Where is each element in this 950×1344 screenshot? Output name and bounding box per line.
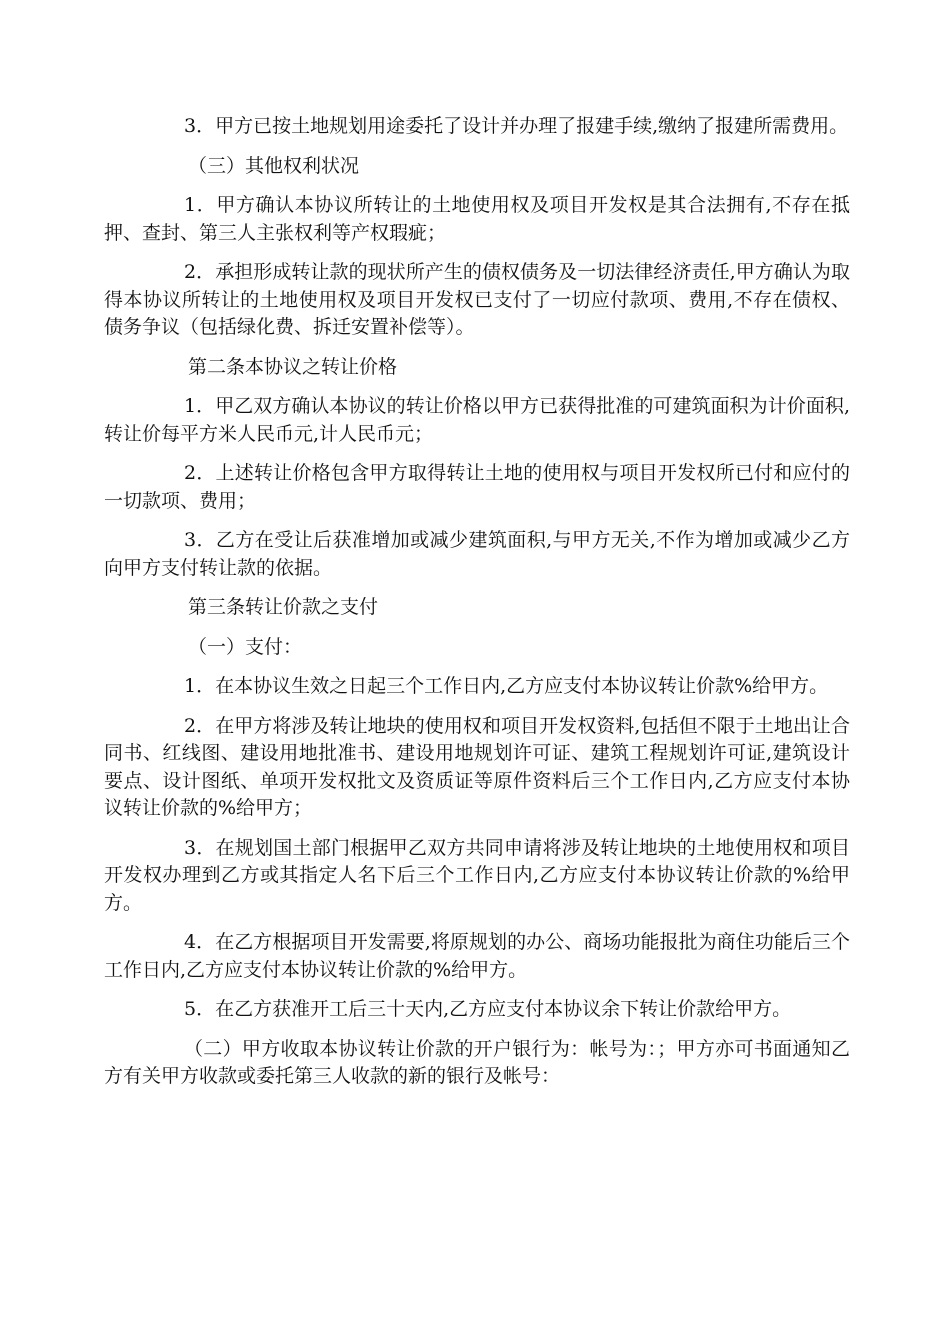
paragraph-9: 3．在规划国土部门根据甲乙双方共同申请将涉及转让地块的土地使用权和项目开发权办理到乙方或其指定人名下后三个工作日内,乙方应支付本协议转让价款的%给甲方。: [104, 836, 850, 914]
paragraph-5: 2．上述转让价格包含甲方取得转让土地的使用权与项目开发权所已付和应付的一切款项、费用；: [104, 462, 850, 512]
section-heading-other-rights: （三）其他权利状况: [188, 154, 360, 177]
paragraph-4: 1．甲乙双方确认本协议的转让价格以甲方已获得批准的可建筑面积为计价面积,转让价每平方米人民币元,计人民币元；: [104, 395, 850, 445]
paragraph-1: 3．甲方已按土地规划用途委托了设计并办理了报建手续,缴纳了报建所需费用。: [184, 115, 849, 137]
paragraph-7: 1．在本协议生效之日起三个工作日内,乙方应支付本协议转让价款%给甲方。: [184, 675, 829, 697]
article-2-heading: 第二条本协议之转让价格: [188, 355, 398, 378]
paragraph-3: 2．承担形成转让款的现状所产生的债权债务及一切法律经济责任,甲方确认为取得本协议所转让的土地使用权及项目开发权已支付了一切应付款项、费用,不存在债权、债务争议（包括绿化费、拆迁安置补偿等）。: [104, 261, 850, 338]
section-heading-payment: （一）支付：: [188, 635, 303, 658]
paragraph-6: 3．乙方在受让后获准增加或减少建筑面积,与甲方无关,不作为增加或减少乙方向甲方支付转让款的依据。: [104, 529, 850, 579]
paragraph-10: 4．在乙方根据项目开发需要,将原规划的办公、商场功能报批为商住功能后三个工作日内,乙方应支付本协议转让价款的%给甲方。: [104, 931, 850, 981]
article-3-heading: 第三条转让价款之支付: [188, 596, 379, 618]
paragraph-11: 5．在乙方获准开工后三十天内,乙方应支付本协议余下转让价款给甲方。: [184, 998, 792, 1020]
paragraph-12: （二）甲方收取本协议转让价款的开户银行为：帐号为：；甲方亦可书面通知乙方有关甲方收款或委托第三人收款的新的银行及帐号：: [104, 1037, 850, 1087]
paragraph-8: 2．在甲方将涉及转让地块的使用权和项目开发权资料,包括但不限于土地出让合同书、红线图、建设用地批准书、建设用地规划许可证、建筑工程规划许可证,建筑设计要点、设计图纸、单项开发权批文及资质证等原件资料后三个工作日内,乙方应支付本协议转让价款的%给甲方；: [104, 714, 850, 819]
paragraph-2: 1．甲方确认本协议所转让的土地使用权及项目开发权是其合法拥有,不存在抵押、查封、第三人主张权利等产权瑕疵；: [104, 194, 850, 244]
